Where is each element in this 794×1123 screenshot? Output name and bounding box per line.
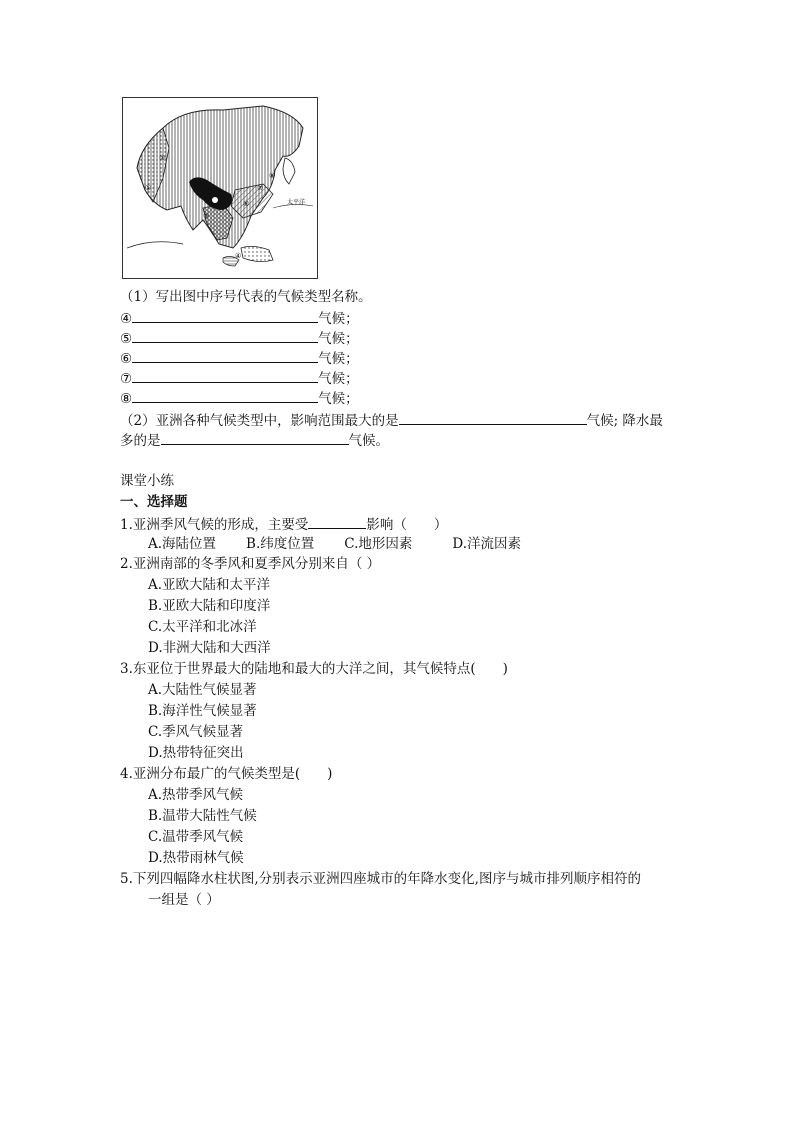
q4-option-c[interactable]: C.温带季风气候 [148,829,244,845]
q3-option-b[interactable]: B.海洋性气候显著 [148,703,257,719]
q2-stem: 2.亚洲南部的冬季风和夏季风分别来自（ ） [120,556,381,572]
item-suffix: 气候； [318,331,359,347]
map-label-3: ③ [159,154,166,162]
japan-islands [283,158,295,184]
part2-line1 [120,410,663,430]
q2-option-b[interactable]: B.亚欧大陆和印度洋 [148,598,271,614]
q2-option-a[interactable]: A.亚欧大陆和太平洋 [148,577,271,593]
item-number: ⑧ [120,391,133,407]
coastline-south [127,242,183,248]
item-number: ④ [120,311,133,327]
map-label-4: ④ [235,252,242,260]
part2-prefix2: 多的是 [120,433,161,449]
q3-stem: 3.东亚位于世界最大的陆地和最大的大洋之间，其气候特点( ) [120,661,508,677]
part1-item-4 [120,308,359,328]
q1-blank[interactable] [308,514,366,529]
q4-stem: 4.亚洲分布最广的气候类型是( ) [120,766,333,782]
q1-stem [120,514,447,534]
q4-option-b[interactable]: B.温带大陆性气候 [148,808,257,824]
q1-option-d[interactable]: D.洋流因素 [452,536,522,552]
item-number: ⑥ [120,351,133,367]
answer-blank[interactable] [132,388,318,403]
practice-title: 课堂小练 [120,473,174,489]
q1-option-a[interactable]: A.海陆位置 [148,536,217,552]
q3-option-d[interactable]: D.热带特征突出 [148,745,244,761]
answer-blank[interactable] [132,328,318,343]
part1-item-6 [120,348,359,368]
q1-prefix: 1.亚洲季风气候的形成，主要受 [120,517,309,533]
answer-blank[interactable] [132,348,318,363]
q4-option-d[interactable]: D.热带雨林气候 [148,850,244,866]
part2-line2 [120,430,389,450]
q5-stem-line1: 5.下列四幅降水柱状图,分别表示亚洲四座城市的年降水变化,图序与城市排列顺序相符的 [120,871,641,887]
answer-blank-wettest[interactable] [161,430,349,445]
q2-option-c[interactable]: C.太平洋和北冰洋 [148,619,257,635]
map-label-6: ⑥ [243,200,250,208]
q1-option-b[interactable]: B.纬度位置 [246,536,315,552]
part1-item-7 [120,368,359,388]
answer-blank[interactable] [132,308,318,323]
q4-option-a[interactable]: A.热带季风气候 [148,787,244,803]
part1-question: （1）写出图中序号代表的气候类型名称。 [120,289,372,305]
map-drawing [123,98,317,278]
item-suffix: 气候； [318,391,359,407]
item-suffix: 气候； [318,351,359,367]
part1-item-8 [120,388,359,408]
part2-suffix2: 气候。 [348,433,389,449]
item-suffix: 气候； [318,371,359,387]
map-label-5: ⑤ [203,212,210,220]
q3-option-c[interactable]: C.季风气候显著 [148,724,244,740]
item-number: ⑤ [120,331,133,347]
map-label-8: ⑧ [269,172,276,180]
q1-options [148,535,521,553]
q2-option-d[interactable]: D.非洲大陆和大西洋 [148,640,271,656]
islands-southeast [241,246,273,261]
q5-stem-line2: 一组是（ ） [148,892,220,908]
map-label-pacific: 太平洋 [287,199,306,206]
q3-option-a[interactable]: A.大陆性气候显著 [148,682,257,698]
q1-suffix: 影响（ ） [366,517,448,533]
plateau-marker [212,197,218,203]
section-heading: 一、选择题 [120,494,188,510]
part1-item-5 [120,328,359,348]
map-label-1: ① [145,184,152,192]
asia-climate-map [122,97,318,279]
item-suffix: 气候； [318,311,359,327]
map-label-7: ⑦ [257,184,264,192]
answer-blank-widest[interactable] [399,410,587,425]
answer-blank[interactable] [132,368,318,383]
part2-suffix: 气候; 降水最 [586,413,663,429]
item-number: ⑦ [120,371,133,387]
q1-option-c[interactable]: C.地形因素 [344,536,413,552]
part2-prefix: （2）亚洲各种气候类型中，影响范围最大的是 [120,413,399,429]
